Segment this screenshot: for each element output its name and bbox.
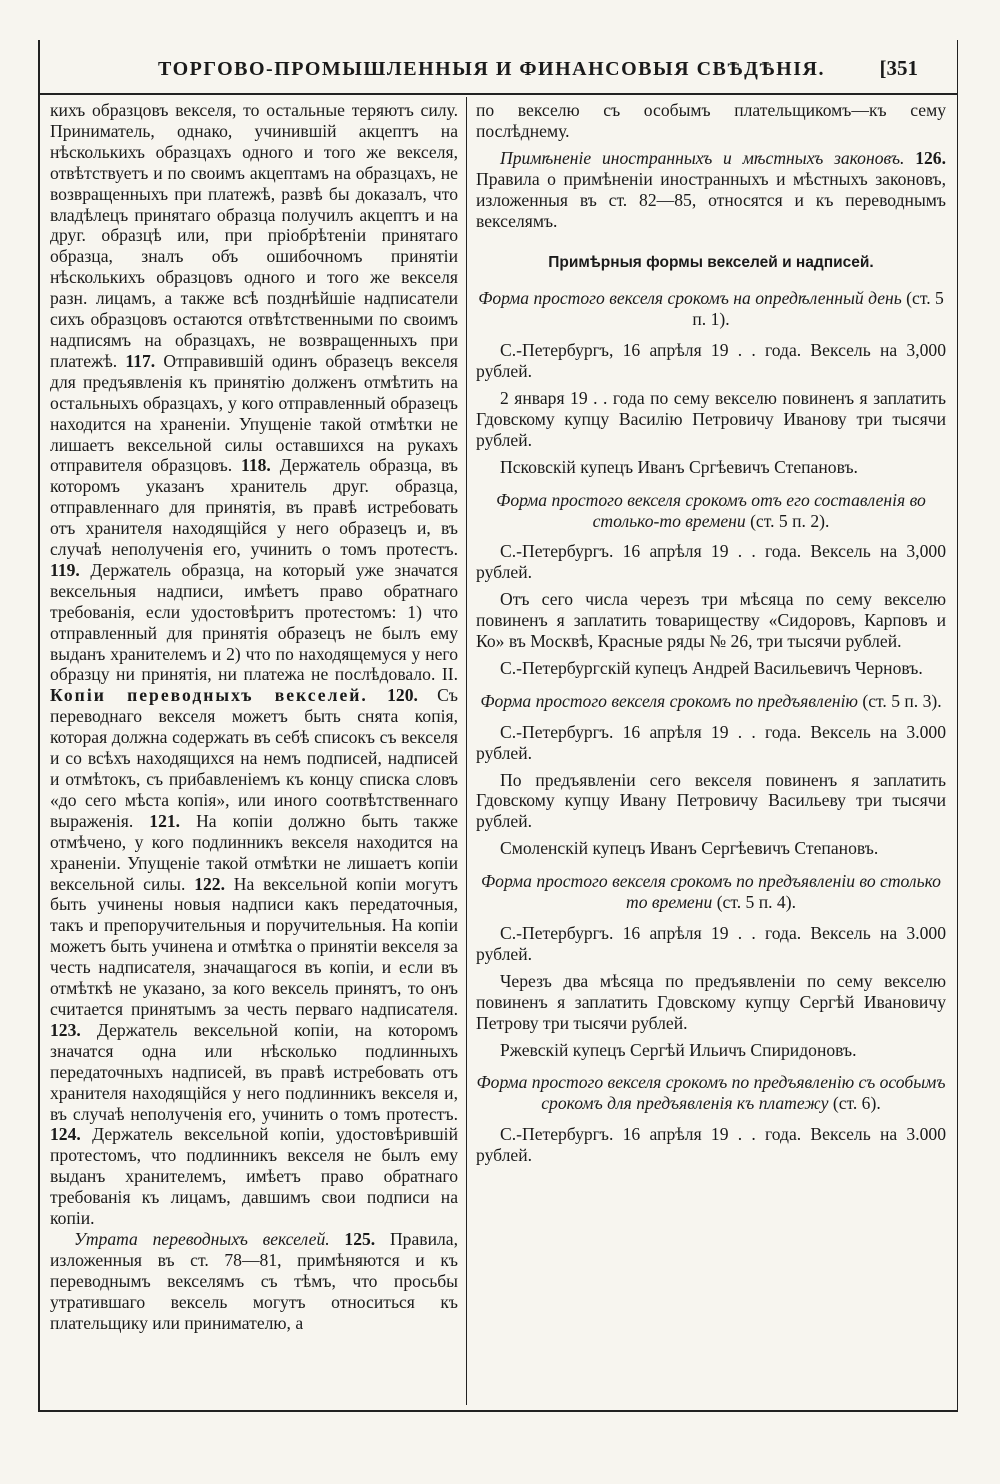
form-block [476, 691, 946, 859]
right-column [476, 100, 946, 1172]
form-signature: Смоленскій купецъ Иванъ Сергѣевичъ Степановъ. [500, 838, 879, 859]
text: Держатель вексельной копіи, на которомъ значатся одна или нѣсколько подлинныхъ передаточныхъ надписей, въ правѣ истребовать отъ хранителя находящійся у него подлинникъ векселя и, въ случаѣ неполученія его, учинить о томъ протестъ. [50, 1019, 458, 1124]
form-title: Форма простого векселя срокомъ по предъявленію (ст. 5 п. 3). [480, 690, 942, 711]
form-block [476, 288, 946, 477]
text: Держатель вексельной копіи, удостовѣрившій протестомъ, что подлинникъ векселя не былъ ему выданъ хранителемъ, имѣетъ право обратнаго требованія къ лицамъ, давшимъ свои подписи на копіи. [50, 1124, 458, 1229]
page-header [38, 48, 958, 92]
page-number: [351 [879, 56, 918, 80]
subsection-heading: Примѣненіе иностранныхъ и мѣстныхъ законовъ. [500, 147, 905, 168]
form-title: Форма простого векселя срокомъ отъ его составленія во столько-то времени (ст. 5 п. 2). [496, 489, 926, 531]
article-number: 119. [50, 559, 80, 580]
form-reference: (ст. 5 п. 3). [862, 690, 942, 711]
form-block [476, 871, 946, 1060]
form-title: Форма простого векселя срокомъ по предъявленіи во столько то времени (ст. 5 п. 4). [481, 871, 941, 913]
header-rule [38, 93, 958, 95]
text: Держатель образца, въ которомъ указанъ хранитель друг. образца, отправленнаго для принятія, въ правѣ истребовать отъ хранителя находящійся у него образецъ и, въ случаѣ неполученія его, учинить о томъ протестъ. [50, 455, 458, 560]
text: по векселю съ особымъ плательщикомъ—къ сему послѣднему. [476, 100, 946, 141]
form-line: С.-Петербургъ. 16 апрѣля 19 . . года. Вексель на 3.000 рублей. [476, 1124, 946, 1166]
form-reference: (ст. 5 п. 4). [716, 892, 796, 913]
form-body: Черезъ два мѣсяца по предъявленіи по сему векселю повиненъ я заплатить Гдовскому купцу Сергѣй Ивановичу Петрову три тысячи рублей. [476, 970, 946, 1033]
text: Держатель образца, на который уже значатся вексельныя надписи, имѣетъ право обратнаго требованія, если удостовѣритъ протестомъ: 1) что отправленный для принятія образецъ не былъ ему выданъ хранителемъ и 2) что по находящемуся у него образцу ни принятія, ни платежа не послѣдовало. II. [50, 559, 458, 685]
form-title: Форма простого векселя срокомъ на опредѣленный день (ст. 5 п. 1). [478, 288, 944, 330]
form-block [476, 490, 946, 679]
article-number: 120. [387, 685, 418, 706]
text: Правила о примѣненіи иностранныхъ и мѣстныхъ законовъ, изложенныя въ ст. 82—85, относятся и къ переводнымъ векселямъ. [476, 168, 946, 231]
form-reference: (ст. 5 п. 1). [692, 288, 944, 330]
article-number: 122. [194, 873, 225, 894]
text: Отправившій одинъ образецъ векселя для предъявленія къ принятію долженъ отмѣтить на остальныхъ образцахъ, у кого отправленный образецъ находится на храненіи. Упущеніе такой отмѣтки не лишаетъ вексельной силы оставшихся на рукахъ отправителя образцовъ. [50, 350, 458, 476]
form-signature: Псковскій купецъ Иванъ Сргѣевичъ Степановъ. [500, 456, 858, 477]
form-reference: (ст. 5 п. 2). [750, 510, 830, 531]
paragraph [50, 100, 458, 1229]
text: Съ переводнаго векселя можетъ быть снята копія, которая должна содержать въ себѣ списокъ съ векселя и со всѣхъ находящихся на немъ подписей, надписей и отмѣтокъ, съ прибавленіемъ къ концу списка словъ «до сего мѣста копія», или иного соотвѣтственнаго выраженія. [50, 685, 459, 831]
form-title: Форма простого векселя срокомъ по предъявленію съ особымъ срокомъ для предъявленія къ платежу (ст. 6). [476, 1072, 946, 1114]
section-title: Примѣрныя формы векселей и надписей. [548, 254, 874, 272]
article-number: 126. [915, 147, 946, 168]
text: На копіи должно быть также отмѣчено, у кого подлинникъ векселя находится на храненіи. Упущеніе такой отмѣтки не лишаетъ копіи вексельной силы. [50, 810, 458, 894]
form-reference: (ст. 6). [832, 1093, 881, 1114]
form-body: Отъ сего числа черезъ три мѣсяца по сему векселю повиненъ я заплатить товариществу «Сидоровъ, Карповъ и Ко» въ Москвѣ, Красные ряды № 26, три тысячи рублей. [476, 589, 946, 652]
form-line: С.-Петербургъ. 16 апрѣля 19 . . года. Вексель на 3.000 рублей. [476, 721, 946, 763]
form-signature: С.-Петербургскій купецъ Андрей Васильевичъ Черновъ. [500, 657, 923, 678]
running-title: ТОРГОВО-ПРОМЫШЛЕННЫЯ И ФИНАНСОВЫЯ СВѢДѢНІЯ. [158, 58, 825, 80]
form-line: С.-Петербургъ. 16 апрѣля 19 . . года. Вексель на 3,000 рублей. [476, 541, 946, 583]
form-signature: Ржевскій купецъ Сергѣй Ильичъ Спиридоновъ. [500, 1039, 857, 1060]
form-line: С.-Петербургъ, 16 апрѣля 19 . . года. Вексель на 3,000 рублей. [476, 340, 946, 382]
subsection-heading: Утрата переводныхъ векселей. [74, 1228, 330, 1249]
article-number: 118. [241, 455, 271, 476]
form-line: С.-Петербургъ. 16 апрѣля 19 . . года. Вексель на 3.000 рублей. [476, 923, 946, 964]
left-column [50, 100, 458, 1333]
section-heading: Копіи переводныхъ векселей. [50, 685, 368, 706]
form-body: 2 января 19 . . года по сему векселю повиненъ я заплатить Гдовскому купцу Василію Петровичу Иванову три тысячи рублей. [476, 387, 946, 450]
paragraph [476, 148, 946, 232]
article-number: 125. [344, 1228, 376, 1249]
text: кихъ образцовъ векселя, то остальные теряютъ силу. Приниматель, однако, учинившій акцептъ на нѣсколькихъ образцахъ одного и того же векселя, отвѣтствуетъ и по своимъ акцептамъ на образцахъ, не возвращенныхъ при платежѣ, развѣ бы доказалъ, что владѣлецъ принятаго образца получилъ акцептъ и на друг. образцѣ или, при пріобрѣтеніи принятаго образца, зналъ объ ошибочномъ принятіи нѣсколькихъ образцовъ одного и того же векселя разн. лицамъ, а также всѣ позднѣйшіе надписатели сихъ образцовъ остаются отвѣтственными по своимъ надписямъ на образцахъ, не возвращенныхъ при платежѣ. [50, 100, 458, 371]
article-number: 121. [149, 810, 181, 831]
paragraph [50, 1229, 458, 1334]
text: На вексельной копіи могутъ быть учинены новыя надписи какъ передаточныя, такъ и препоручительныя и поручительныя. На копіи можетъ быть учинена и отмѣтка о принятіи векселя за честь надписателя, значащагося въ копіи, и если въ отмѣткѣ не указано, за кого вексель принятъ, то онъ считается принятымъ за честь перваго надписателя. [50, 873, 458, 1019]
paragraph [476, 100, 946, 142]
article-number: 117. [125, 350, 156, 371]
form-block [476, 1072, 946, 1166]
column-divider [466, 97, 467, 1405]
form-body: По предъявленіи сего векселя повиненъ я заплатить Гдовскому купцу Ивану Петровичу Васильеву три тысячи рублей. [476, 769, 946, 832]
article-number: 124. [50, 1124, 81, 1145]
text: Правила, изложенныя въ ст. 78—81, примѣняются и къ переводнымъ векселямъ съ тѣмъ, что просьбы утратившаго вексель могутъ относиться къ плательщику или принимателю, а [50, 1228, 458, 1333]
article-number: 123. [50, 1019, 81, 1040]
